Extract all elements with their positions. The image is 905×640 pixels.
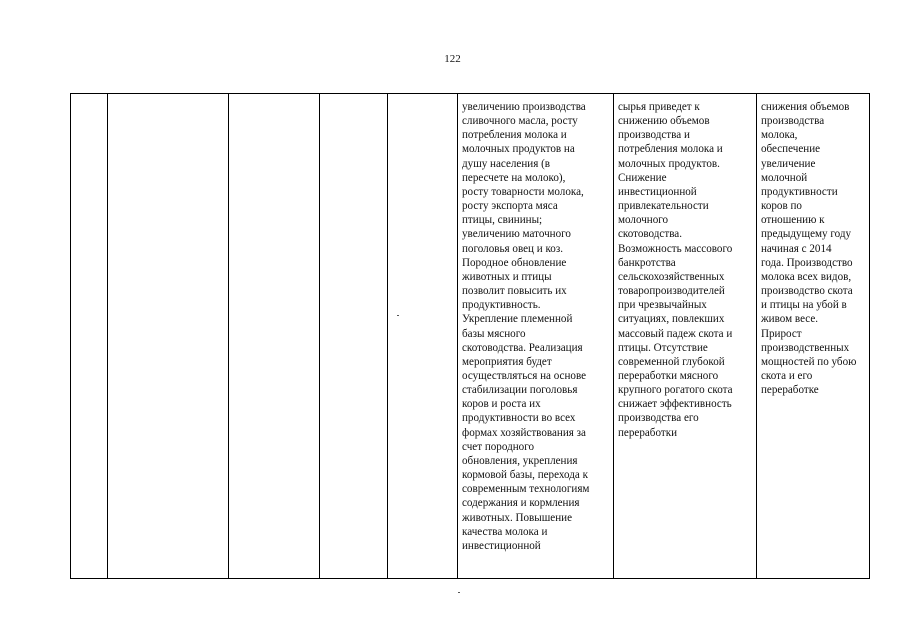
table-cell-5 (388, 94, 457, 100)
table-cell-4 (320, 94, 387, 100)
scan-speck (458, 592, 460, 593)
table-cell-1 (71, 94, 107, 100)
table-column-6 (458, 94, 614, 578)
table-cell-7: сырья приведет к снижению объемов производства и потребления молока и молочных продуктов. Снижение инвестиционной привлекательности молочного скотоводства. Возможность массового банкротства сельскохозяйственных товаропроизводителей при чрезвычайных ситуациях, повлекших массовый падеж скота и птицы. Отсутствие современной глубокой переработки мясного крупного рогатого скота снижает эффективность производства его переработки (618, 101, 733, 439)
table-column-7 (614, 94, 757, 578)
table-cell-3 (229, 94, 319, 100)
page-number: 122 (444, 53, 461, 65)
table-column-3 (229, 94, 320, 578)
table-column-8 (757, 94, 871, 578)
table-cell-6: увеличению производства сливочного масла, росту потребления молока и молочных продуктов на душу населения (в пересчете на молоко), росту товарности молока, росту экспорта мяса птицы, свинины; увеличению маточного поголовья овец и коз. Породное обновление животных и птицы позволит повысить их продуктивность. Укрепление племенной базы мясного скотоводства. Реализация мероприятия будет осуществляться на основе стабилизации поголовья коров и роста их продуктивности во всех формах хозяйствования за счет породного обновления, укрепления кормовой базы, перехода к современным технологиям содержания и кормления животных. Повышение качества молока и инвестиционной (462, 101, 590, 552)
table-cell-8: снижения объемов производства молока, обеспечение увеличение молочной продуктивности коров по отношению к предыдущему году начиная с 2014 года. Производство молока всех видов, производство скота и птицы на убой в живом весе. Прирост производственных мощностей по убою скота и его переработке (761, 101, 857, 397)
table-column-1 (71, 94, 108, 578)
table-column-5 (388, 94, 458, 578)
document-table (70, 93, 870, 579)
scan-speck (397, 315, 399, 316)
table-cell-2 (108, 94, 228, 100)
table-column-4 (320, 94, 388, 578)
table-column-2 (108, 94, 229, 578)
